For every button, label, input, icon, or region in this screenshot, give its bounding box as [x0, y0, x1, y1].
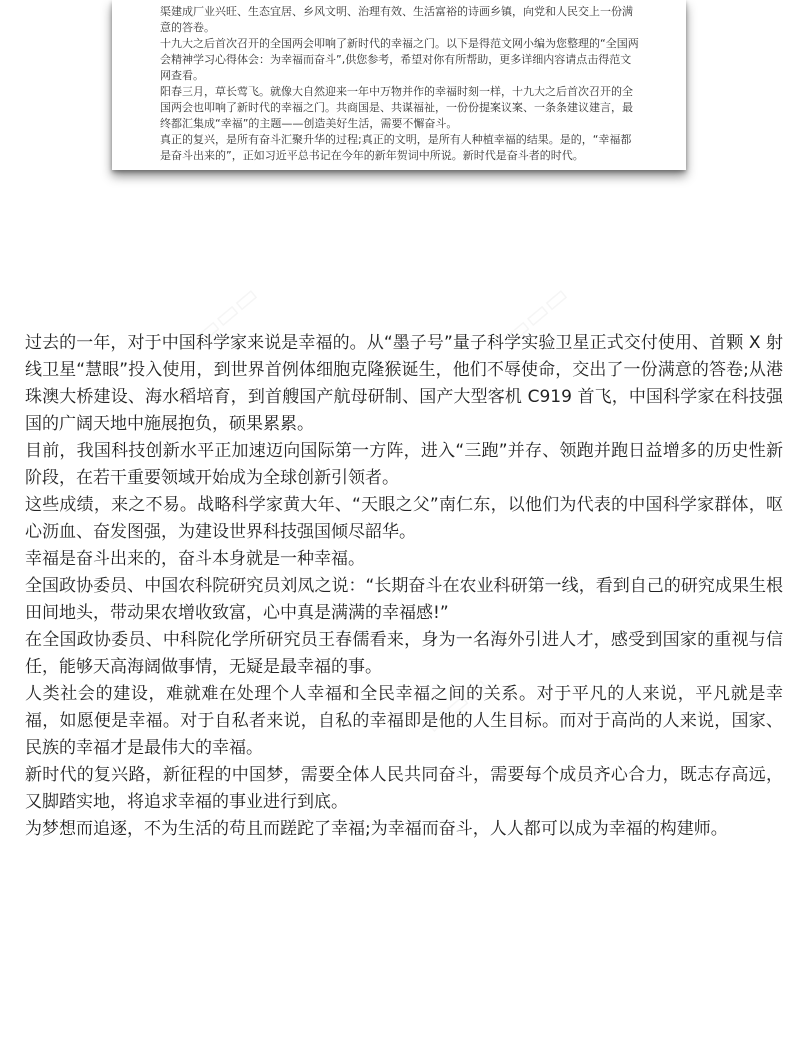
preview-paragraph: 真正的复兴，是所有奋斗汇聚升华的过程;真正的文明，是所有人种植幸福的结果。是的，“幸福都是奋斗出来的”，正如习近平总书记在今年的新年贺词中所说。新时代是奋斗者的时代。 [160, 133, 632, 162]
article-paragraph: 幸福是奋斗出来的，奋斗本身就是一种幸福。 [25, 549, 365, 569]
preview-paragraph: 渠建成厂业兴旺、生态宜居、乡风文明、治理有效、生活富裕的诗画乡镇，向党和人民交上一份满意的答卷。 [160, 5, 633, 34]
article-paragraph: 人类社会的建设，难就难在处理个人幸福和全民幸福之间的关系。对于平凡的人来说，平凡就是幸福，如愿便是幸福。对于自私者来说，自私的幸福即是他的人生目标。而对于高尚的人来说，国家、民族的幸福才是最伟大的幸福。 [25, 684, 783, 758]
watermark-shape: ▭▭▭ [498, 279, 575, 351]
watermark-shape: ▭▭▭ [188, 279, 265, 351]
preview-text-block [112, 4, 686, 164]
article-paragraph: 全国政协委员、中国农科院研究员刘凤之说：“长期奋斗在农业科研第一线，看到自己的研究成果生根田间地头，带动果农增收致富，心中真是满满的幸福感!” [25, 576, 783, 623]
article-paragraph: 为梦想而追逐，不为生活的苟且而蹉跎了幸福;为幸福而奋斗，人人都可以成为幸福的构建师。 [25, 819, 728, 839]
preview-paragraph: 阳春三月，草长莺飞。就像大自然迎来一年中万物并作的幸福时刻一样，十九大之后首次召开的全国两会也叩响了新时代的幸福之门。共商国是、共谋福祉，一份份提案议案、一条条建议建言，最终都汇集成“幸福”的主题——创造美好生活，需要不懈奋斗。 [160, 85, 633, 130]
document-preview-page [112, 0, 686, 170]
article-paragraph: 在全国政协委员、中科院化学所研究员王春儒看来，身为一名海外引进人才，感受到国家的重视与信任，能够天高海阔做事情，无疑是最幸福的事。 [25, 630, 783, 677]
article-body [25, 330, 783, 843]
watermark-shape: ▭▭▭ [418, 669, 495, 741]
article-paragraph: 新时代的复兴路，新征程的中国梦，需要全体人民共同奋斗，需要每个成员齐心合力，既志存高远，又脚踏实地，将追求幸福的事业进行到底。 [25, 765, 783, 812]
preview-paragraph: 十九大之后首次召开的全国两会叩响了新时代的幸福之门。以下是得范文网小编为您整理的“全国两会精神学习心得体会：为幸福而奋斗”,供您参考，希望对你有所帮助，更多详细内容请点击得范文网查看。 [160, 37, 639, 82]
article-paragraph: 过去的一年，对于中国科学家来说是幸福的。从“墨子号”量子科学实验卫星正式交付使用、首颗 X 射线卫星“慧眼”投入使用，到世界首例体细胞克隆猴诞生，他们不辱使命，交出了一份满意的答卷;从港珠澳大桥建设、海水稻培育，到首艘国产航母研制、国产大型客机 C919 首飞，中国科学家在科技强国的广阔天地中施展抱负，硕果累累。 [25, 333, 783, 434]
article-paragraph: 目前，我国科技创新水平正加速迈向国际第一方阵，进入“三跑”并存、领跑并跑日益增多的历史性新阶段，在若干重要领域开始成为全球创新引领者。 [25, 441, 783, 488]
article-paragraph: 这些成绩，来之不易。战略科学家黄大年、“天眼之父”南仁东，以他们为代表的中国科学家群体，呕心沥血、奋发图强，为建设世界科技强国倾尽韶华。 [25, 495, 783, 542]
